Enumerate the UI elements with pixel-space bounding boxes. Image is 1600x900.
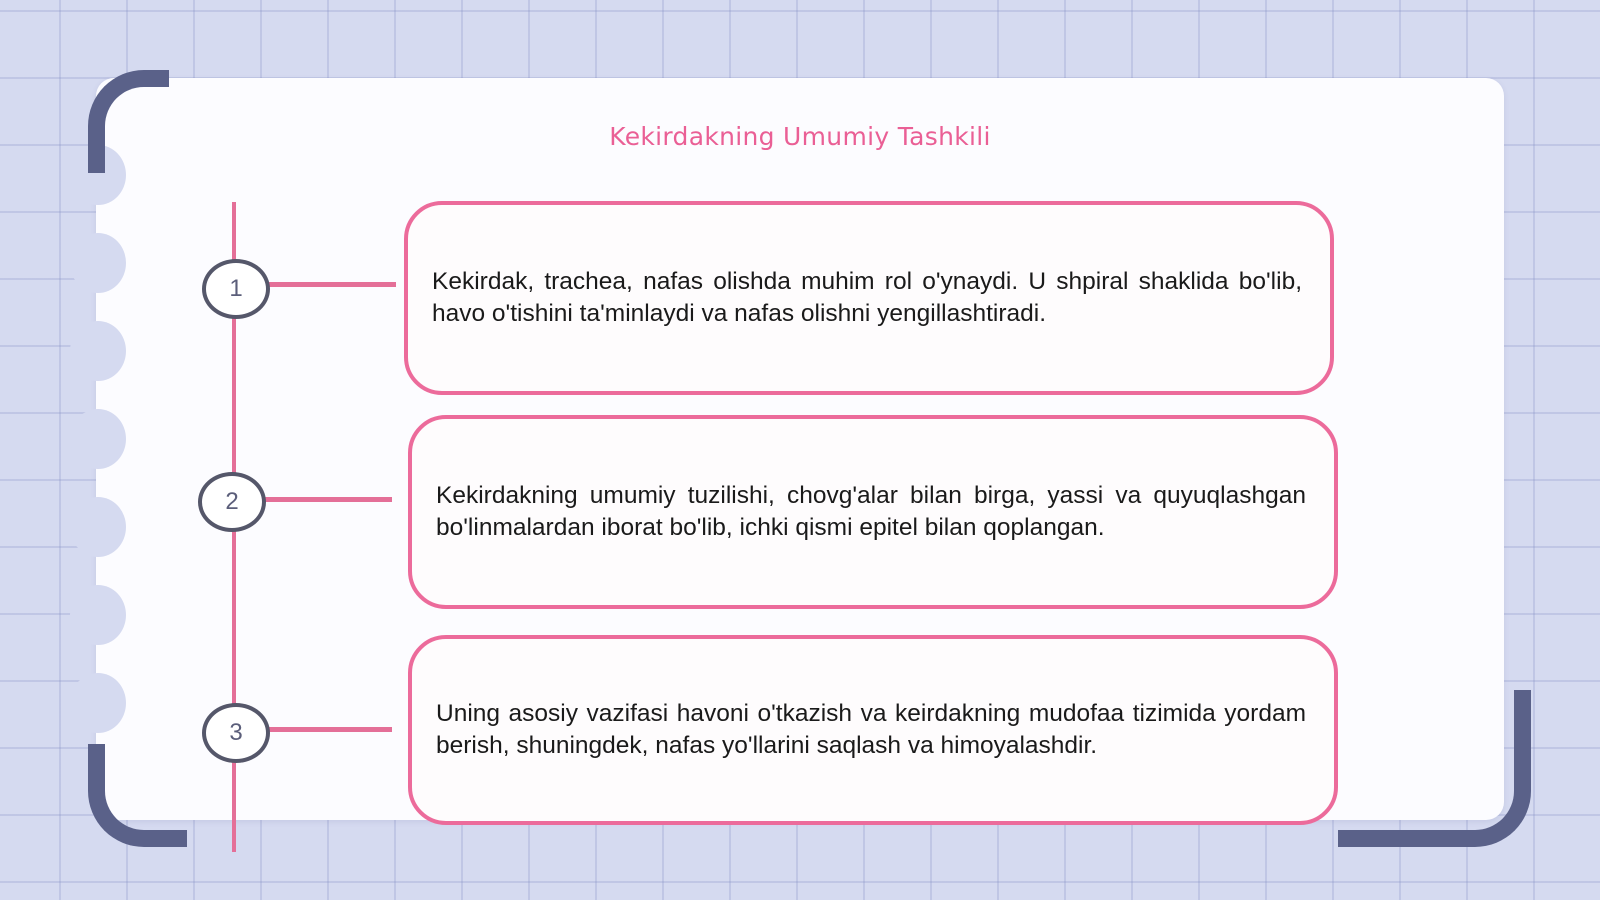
step-card-text: Kekirdak, trachea, nafas olishda muhim rol o'ynaydi. U shpiral shaklida bo'lib, havo o'tishini ta'minlaydi va nafas olishni yengillashtiradi.	[432, 268, 1302, 327]
step-card-2	[408, 415, 1338, 609]
paper-scallop	[70, 233, 126, 293]
timeline-connector-2	[258, 497, 392, 502]
timeline-connector-3	[262, 727, 392, 732]
corner-bracket-bottom-right	[1338, 690, 1531, 847]
corner-bracket-bottom-left	[88, 744, 187, 847]
step-number-label: 1	[229, 275, 243, 302]
step-number-label: 2	[225, 488, 239, 515]
timeline-connector-1	[262, 282, 396, 287]
step-card-text: Uning asosiy vazifasi havoni o'tkazish va keirdakning mudofaa tizimida yordam berish, shuningdek, nafas yo'llarini saqlash va himoyalashdir.	[436, 700, 1306, 759]
step-card-3	[408, 635, 1338, 825]
step-number-2	[198, 472, 266, 532]
step-number-3	[202, 703, 270, 763]
slide-title: Kekirdakning Umumiy Tashkili	[609, 122, 991, 151]
paper-scallop	[70, 673, 126, 733]
paper-scallop	[70, 321, 126, 381]
paper-scallop	[70, 585, 126, 645]
step-number-label: 3	[229, 719, 243, 746]
step-card-text: Kekirdakning umumiy tuzilishi, chovg'alar bilan birga, yassi va quyuqlashgan bo'linmalardan iborat bo'lib, ichki qismi epitel bilan qoplangan.	[436, 482, 1306, 541]
step-number-1	[202, 259, 270, 319]
paper-scallop	[70, 497, 126, 557]
paper-scallop	[70, 409, 126, 469]
step-card-1	[404, 201, 1334, 395]
